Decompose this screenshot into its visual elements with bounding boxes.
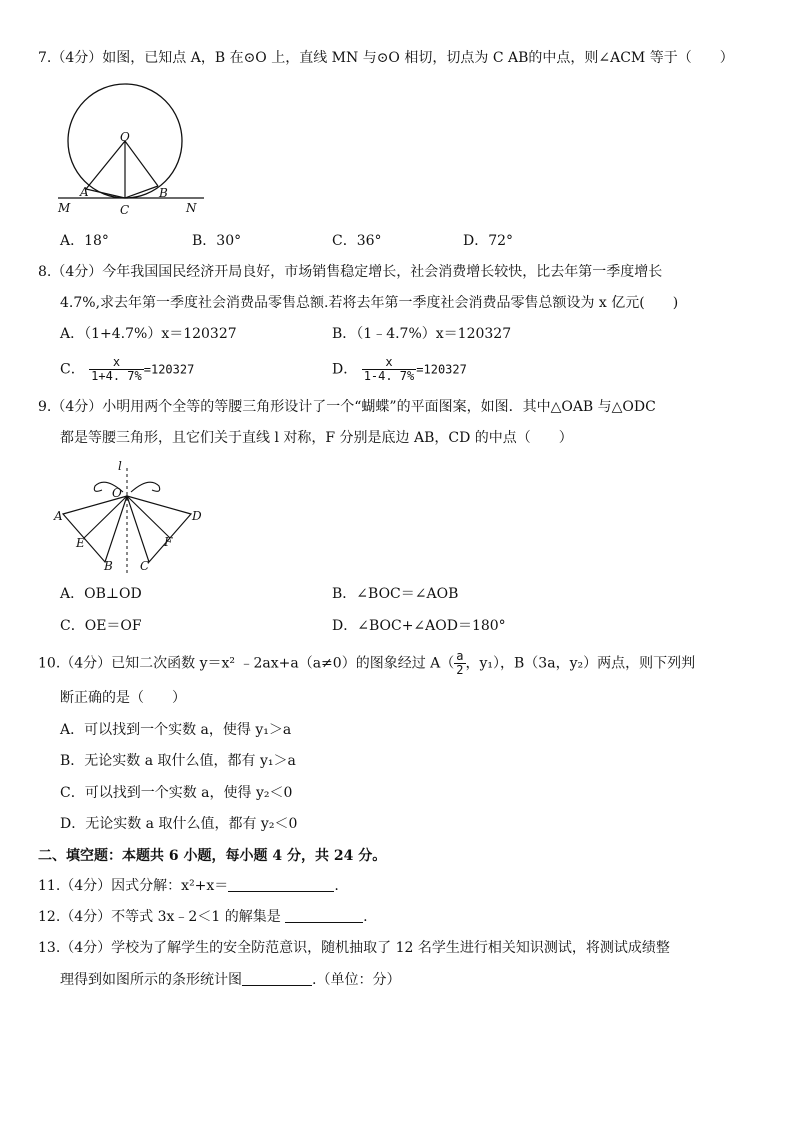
q8-option-a: A．（1+4.7%）x＝120327: [60, 326, 237, 342]
q9-line-1: 9.（4分）小明用两个全等的等腰三角形设计了一个“蝴蝶”的平面图案，如图．其中△OAB 与△ODC: [38, 399, 656, 415]
q8-line-2: 4.7%,求去年第一季度社会消费品零售总额.若将去年第一季度社会消费品零售总额设为 x 亿元( ): [60, 295, 679, 311]
q10-fraction: [454, 650, 465, 677]
q9-option-b: B．∠BOC＝∠AOB: [332, 586, 459, 602]
q13-answer-blank[interactable]: [242, 971, 312, 986]
q11-tail: .: [334, 878, 339, 894]
q8-option-b: B．（1﹣4.7%）x＝120327: [332, 326, 512, 342]
q7-option-a: A．18°: [60, 233, 109, 249]
label-a: A: [80, 185, 89, 199]
q10-line-2: 断正确的是（ ）: [60, 690, 186, 706]
section-2-heading: 二、填空题：本题共 6 小题，每小题 4 分，共 24 分。: [38, 848, 387, 864]
q9-line-2: 都是等腰三角形，且它们关于直线 l 对称，F 分别是底边 AB，CD 的中点（ ）: [60, 430, 573, 446]
q8-option-d-label: D．: [332, 361, 358, 378]
q9-option-a: A．OB⊥OD: [60, 586, 142, 602]
q8-option-d-denominator: 1-4. 7%: [363, 369, 415, 383]
segment-ac: [86, 189, 125, 198]
q8-option-c: [60, 356, 194, 383]
label-o: O: [112, 486, 122, 500]
q13-tail: .（单位：分）: [312, 972, 401, 988]
q7-text: 7.（4分）如图，已知点 A，B 在⊙O 上，直线 MN 与⊙O 相切，切点为 C AB的中点，则∠ACM 等于（ ）: [38, 50, 734, 66]
q10-fraction-denominator: 2: [456, 663, 464, 677]
q8-option-d-rhs: =120327: [416, 362, 467, 377]
q7-option-b: B．30°: [192, 233, 242, 249]
q10-line-1: [38, 650, 695, 677]
segment-ob: [125, 141, 158, 186]
q11-text: 11.（4分）因式分解：x²+x＝: [38, 878, 229, 894]
q8-line-1: 8.（4分）今年我国国民经济开局良好，市场销售稳定增长，社会消费增长较快，比去年第一季度增长: [38, 264, 663, 280]
q10-option-c: C．可以找到一个实数 a，使得 y₂＜0: [60, 785, 293, 801]
q8-option-d: [332, 356, 467, 383]
q8-option-d-numerator: x: [385, 355, 393, 369]
label-b: B: [159, 186, 168, 200]
label-f: F: [164, 535, 173, 549]
q9-butterfly-figure: [50, 456, 210, 576]
q7-option-c: C．36°: [332, 233, 382, 249]
q8-option-c-numerator: x: [112, 355, 121, 369]
q8-option-c-label: C．: [60, 361, 85, 378]
label-d: D: [192, 509, 202, 523]
q10-line-1-end: ，y₁），B（3a，y₂）两点，则下列判: [465, 655, 696, 672]
q13-line-1: 13.（4分）学校为了解学生的安全防范意识，随机抽取了 12 名学生进行相关知识测试，将测试成绩整: [38, 940, 670, 956]
segment-oa: [86, 141, 125, 189]
q7-option-d: D．72°: [463, 233, 514, 249]
label-m: M: [58, 201, 71, 215]
label-c: C: [140, 559, 150, 573]
q10-line-1-start: 10.（4分）已知二次函数 y＝x² ﹣2ax+a（a≠0）的图象经过 A（: [38, 655, 455, 672]
q9-option-d: D．∠BOC+∠AOD＝180°: [332, 618, 506, 634]
q12-text: 12.（4分）不等式 3x﹣2＜1 的解集是: [38, 909, 286, 925]
label-l: l: [118, 459, 122, 473]
q11-line: [38, 876, 339, 896]
q10-option-a: A．可以找到一个实数 a，使得 y₁＞a: [60, 722, 292, 738]
q10-option-d: D．无论实数 a 取什么值，都有 y₂＜0: [60, 816, 298, 832]
label-e: E: [76, 536, 85, 550]
label-b: B: [104, 559, 113, 573]
q8-option-c-fraction: [89, 356, 144, 383]
q8-option-c-rhs: =120327: [143, 362, 195, 377]
q12-tail: .: [363, 909, 368, 925]
label-o: O: [120, 130, 130, 144]
q11-answer-blank[interactable]: [228, 877, 334, 892]
q10-fraction-numerator: a: [456, 649, 464, 663]
label-a: A: [54, 509, 63, 523]
q13-line-2: [60, 970, 400, 990]
label-c: C: [120, 203, 130, 217]
q7-circle-figure: [50, 84, 210, 220]
antenna-right: [131, 482, 160, 492]
q9-option-c: C．OE＝OF: [60, 618, 142, 634]
q10-option-b: B．无论实数 a 取什么值，都有 y₁＞a: [60, 753, 296, 769]
q12-answer-blank[interactable]: [285, 908, 363, 923]
q8-option-c-denominator: 1+4. 7%: [91, 369, 142, 383]
q8-option-d-fraction: [362, 356, 417, 383]
q12-line: [38, 907, 368, 927]
q13-line-2-text: 理得到如图所示的条形统计图: [60, 972, 242, 988]
label-n: N: [186, 201, 197, 215]
